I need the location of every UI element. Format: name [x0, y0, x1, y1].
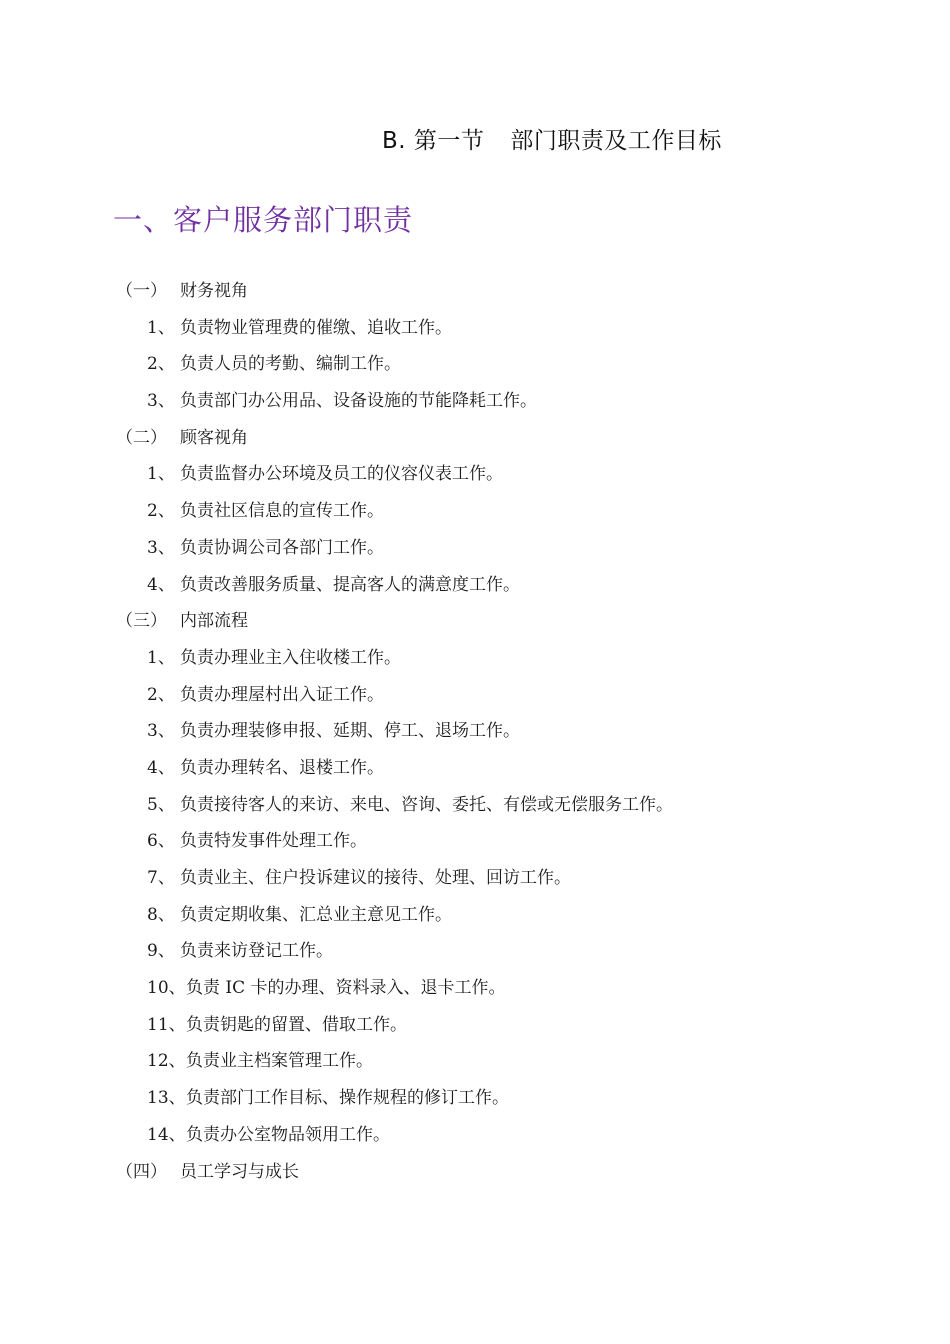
item-number: 4、 [147, 757, 175, 778]
item-number: 3、 [147, 391, 175, 412]
category-label: 顾客视角 [180, 427, 248, 448]
item-number: 1、 [147, 464, 175, 485]
item-text: 负责办理装修申报、延期、停工、退场工作。 [180, 721, 520, 742]
category-heading [0, 1154, 950, 1191]
duty-list [0, 273, 950, 1190]
item-number: 9、 [147, 941, 175, 962]
item-number: 14、 [147, 1124, 186, 1145]
list-item [0, 640, 950, 677]
list-item [0, 1117, 950, 1154]
category-label: 内部流程 [180, 611, 248, 632]
chapter-heading: 一、客户服务部门职责 [113, 203, 414, 237]
category-heading [0, 420, 950, 457]
item-number: 11、 [147, 1014, 186, 1035]
item-text: 负责监督办公环境及员工的仪容仪表工作。 [180, 464, 503, 485]
item-number: 10、 [147, 978, 186, 999]
list-item [0, 713, 950, 750]
list-item [0, 787, 950, 824]
section-title [382, 122, 722, 155]
category-number: （二） [116, 427, 167, 448]
item-number: 2、 [147, 684, 175, 705]
item-text: 负责特发事件处理工作。 [180, 831, 367, 852]
item-number: 3、 [147, 721, 175, 742]
list-item [0, 530, 950, 567]
list-item [0, 567, 950, 604]
list-item [0, 860, 950, 897]
item-text: 负责部门工作目标、操作规程的修订工作。 [186, 1088, 509, 1109]
item-text: 负责办理屋村出入证工作。 [180, 684, 384, 705]
item-text: 负责办公室物品领用工作。 [186, 1124, 390, 1145]
item-number: 1、 [147, 317, 175, 338]
item-text: 负责办理转名、退楼工作。 [180, 757, 384, 778]
category-number: （四） [116, 1161, 167, 1182]
list-item [0, 933, 950, 970]
item-text: 负责钥匙的留置、借取工作。 [186, 1014, 407, 1035]
category-number: （三） [116, 611, 167, 632]
item-text: 负责部门办公用品、设备设施的节能降耗工作。 [180, 391, 537, 412]
list-item [0, 1007, 950, 1044]
item-text: 负责业主档案管理工作。 [186, 1051, 373, 1072]
item-number: 2、 [147, 354, 175, 375]
category-label: 员工学习与成长 [180, 1161, 299, 1182]
item-number: 5、 [147, 794, 175, 815]
item-text: 负责办理业主入住收楼工作。 [180, 647, 401, 668]
item-text: 负责社区信息的宣传工作。 [180, 501, 384, 522]
list-item [0, 970, 950, 1007]
item-text: 负责 IC 卡的办理、资料录入、退卡工作。 [186, 978, 506, 999]
list-item [0, 897, 950, 934]
item-number: 6、 [147, 831, 175, 852]
list-item [0, 310, 950, 347]
item-number: 3、 [147, 537, 175, 558]
category-heading [0, 603, 950, 640]
list-item [0, 493, 950, 530]
category-heading [0, 273, 950, 310]
section-title-text: 部门职责及工作目标 [510, 128, 722, 154]
item-text: 负责协调公司各部门工作。 [180, 537, 384, 558]
item-text: 负责接待客人的来访、来电、咨询、委托、有偿或无偿服务工作。 [180, 794, 673, 815]
item-number: 2、 [147, 501, 175, 522]
category-label: 财务视角 [180, 281, 248, 301]
item-text: 负责来访登记工作。 [180, 941, 333, 962]
list-item [0, 750, 950, 787]
item-number: 4、 [147, 574, 175, 595]
item-text: 负责业主、住户投诉建议的接待、处理、回访工作。 [180, 868, 571, 888]
list-item [0, 383, 950, 420]
section-title-prefix: B. 第一节 [382, 128, 485, 154]
list-item [0, 823, 950, 860]
item-number: 12、 [147, 1051, 186, 1072]
item-number: 13、 [147, 1088, 186, 1109]
item-text: 负责定期收集、汇总业主意见工作。 [180, 904, 452, 925]
item-text: 负责改善服务质量、提高客人的满意度工作。 [180, 574, 520, 595]
item-text: 负责物业管理费的催缴、追收工作。 [180, 317, 452, 338]
list-item [0, 1080, 950, 1117]
list-item [0, 456, 950, 493]
category-number: （一） [116, 281, 167, 301]
list-item [0, 677, 950, 714]
item-number: 8、 [147, 904, 175, 925]
item-number: 1、 [147, 647, 175, 668]
item-text: 负责人员的考勤、编制工作。 [180, 354, 401, 375]
item-number: 7、 [147, 868, 175, 888]
list-item [0, 346, 950, 383]
list-item [0, 1043, 950, 1080]
